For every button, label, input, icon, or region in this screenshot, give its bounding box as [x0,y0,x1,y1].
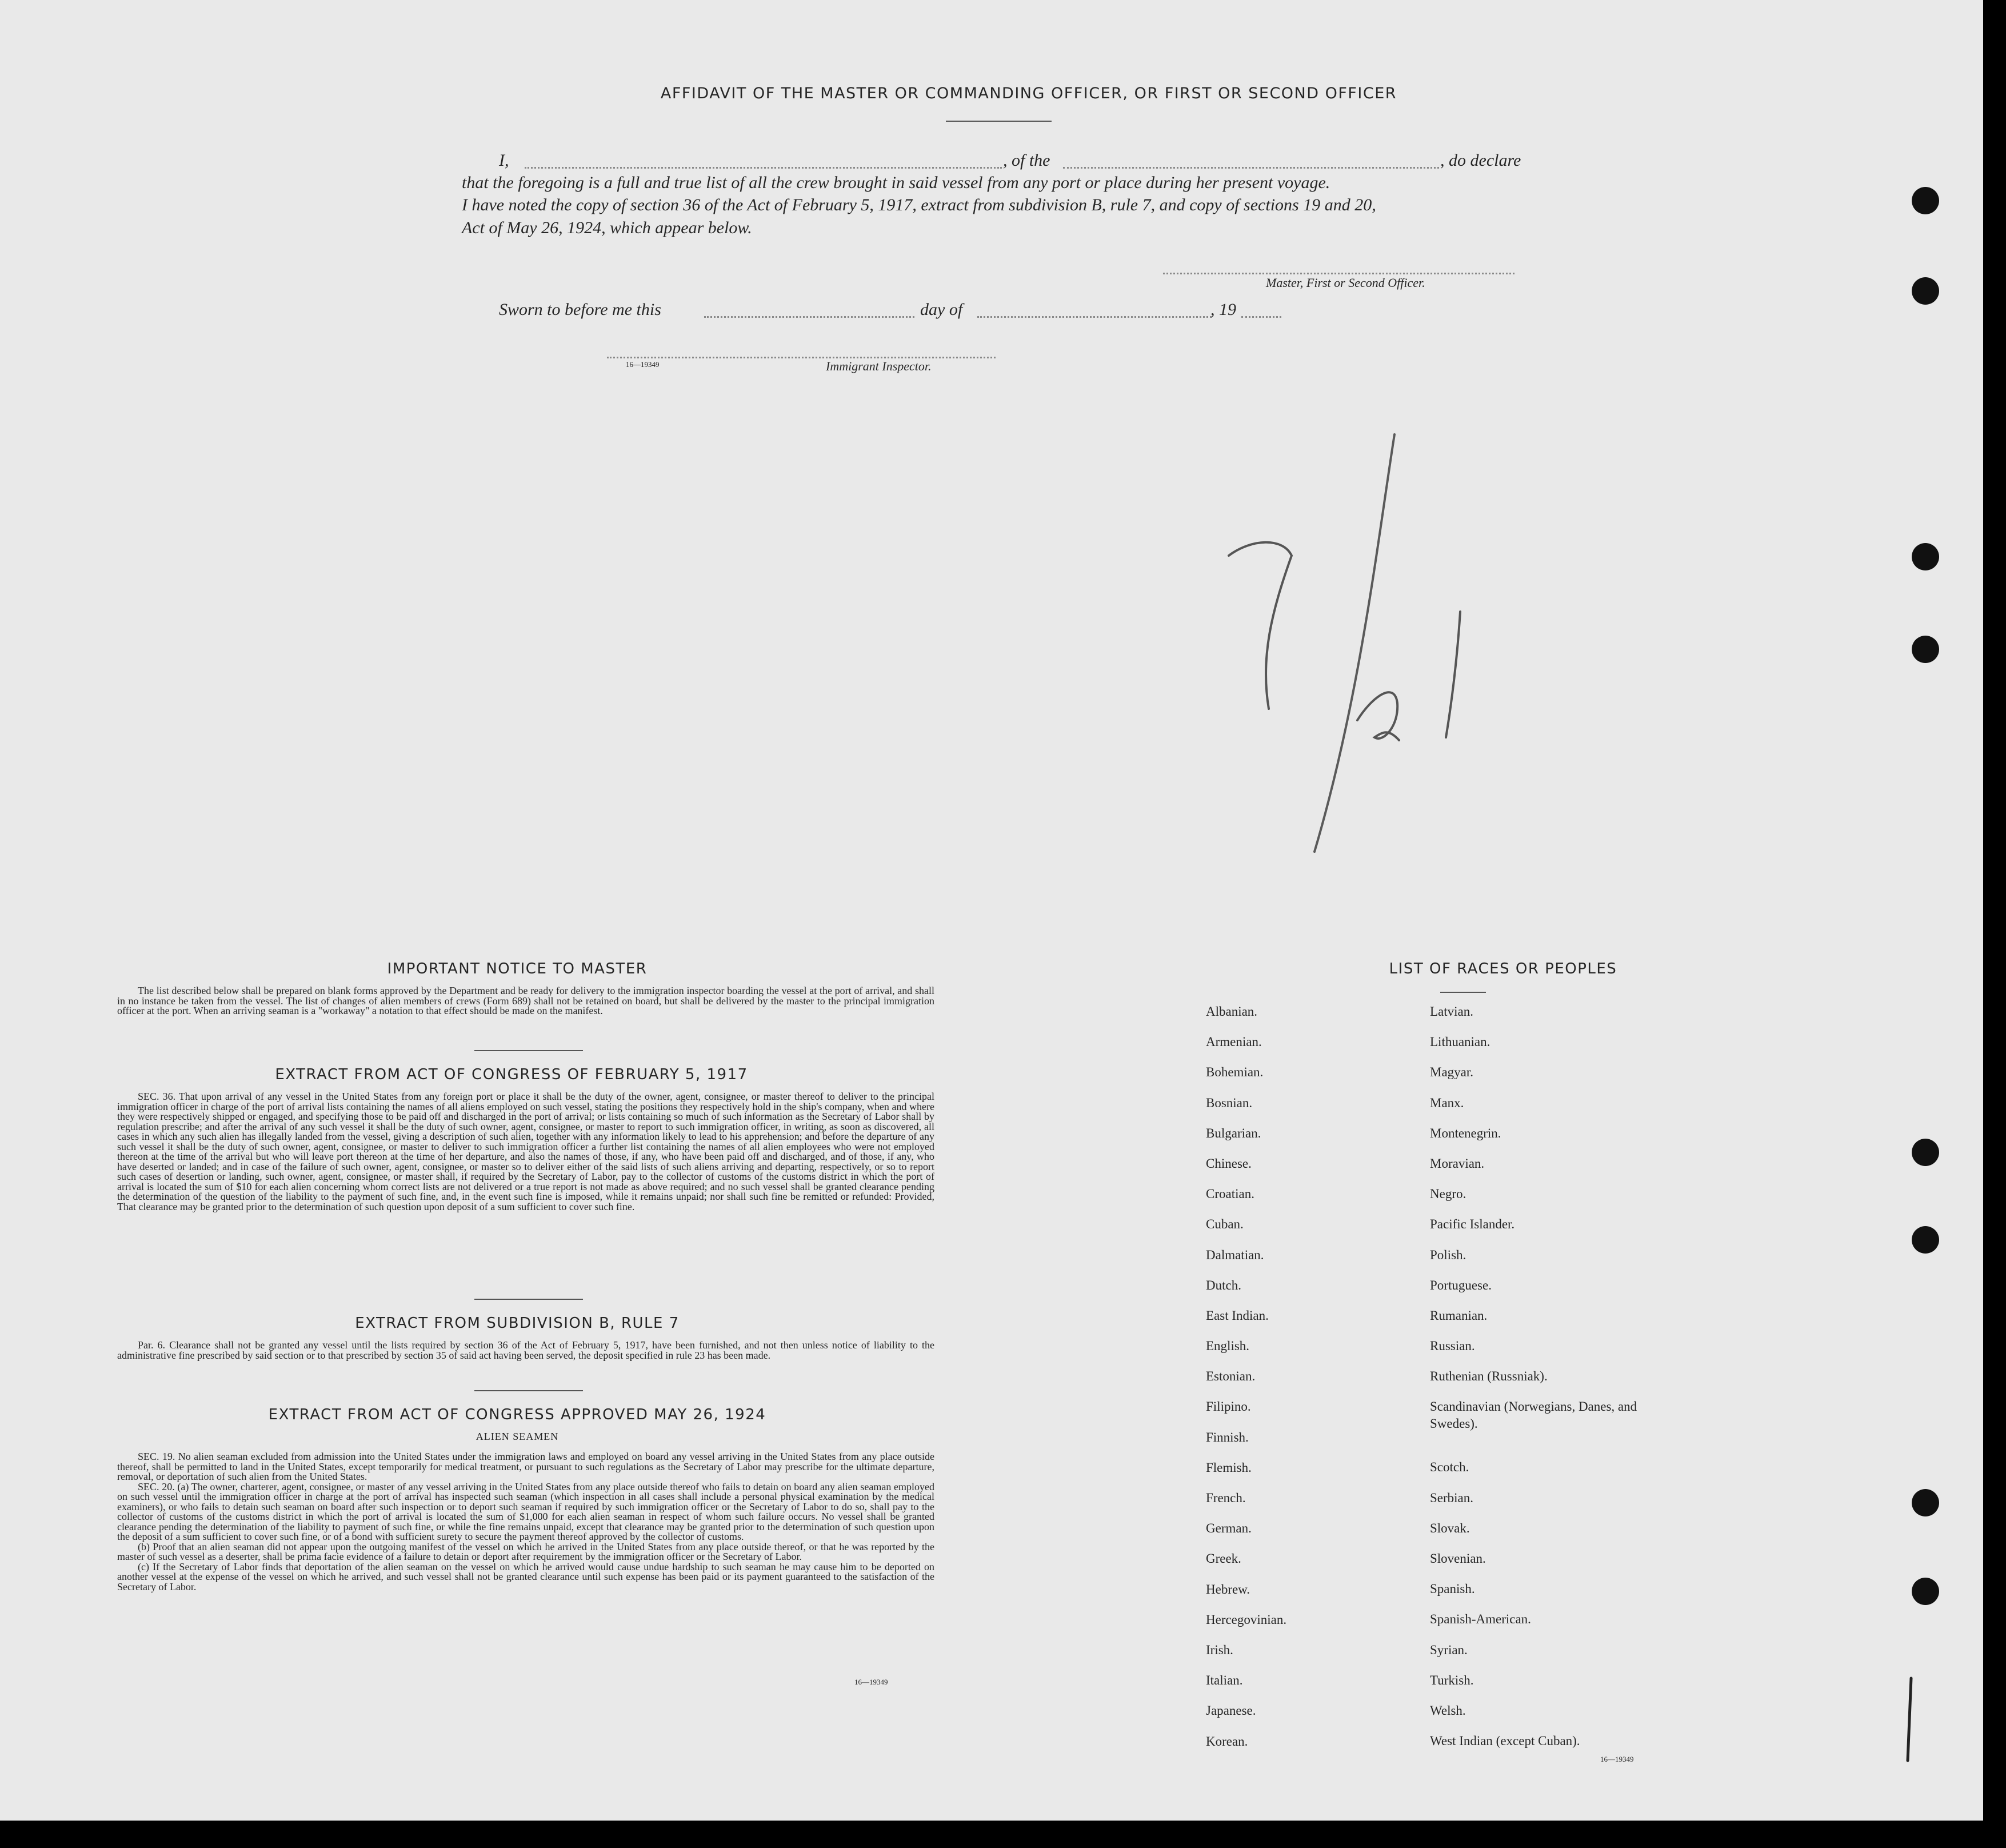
race-item: Albanian. [1206,1004,1258,1019]
race-item: Lithuanian. [1430,1035,1490,1049]
race-item: Negro. [1430,1187,1466,1202]
affidavit-line-3: I have noted the copy of section 36 of the Act of February 5, 1917, extract from subdivision B, rule 7, and copy of sections 19 and 20, [462,195,1376,214]
race-item: Greek. [1206,1551,1241,1566]
race-item: Irish. [1206,1642,1233,1657]
handwritten-margin-mark [1897,1675,1920,1766]
race-item: Polish. [1430,1247,1466,1262]
extract-1917-heading: EXTRACT FROM ACT OF CONGRESS OF FEBRUARY 5, 1917 [275,1066,748,1083]
race-item: Rumanian. [1430,1308,1488,1323]
race-item: Filipino. [1206,1399,1251,1414]
extract-rule7-heading: EXTRACT FROM SUBDIVISION B, RULE 7 [355,1315,680,1332]
race-item: Dalmatian. [1206,1247,1264,1262]
sec-20c-paragraph: (c) If the Secretary of Labor finds that deportation of the alien seaman on the vessel on which he arrived would cause undue hardship to such seaman he may cause him to be deported on another vessel at the expense of the vessel on which he arrived, and such vessel shall not be granted clearance until such expense has been paid or its payment guaranteed to the satisfaction of the Secretary of Labor. [117,1560,934,1592]
race-item: Dutch. [1206,1278,1241,1292]
sec-20b-paragraph: (b) Proof that an alien seaman did not appear upon the outgoing manifest of the vessel on which he arrived in the United States from any place outside thereof, or that he was reported by the master of such vessel as a deserter, shall be prima facie evidence of a failure to detain or deport after requirement by the immigration officer or the Secretary of Labor. [117,1540,934,1562]
handwritten-date-annotation [1217,429,1537,886]
punch-hole [1912,1578,1939,1605]
name-blank-line [525,167,1002,169]
race-item: Scandinavian (Norwegians, Danes, and Swedes). [1430,1399,1637,1431]
race-item: Turkish. [1430,1673,1474,1687]
race-item: Bohemian. [1206,1065,1264,1080]
punch-hole [1912,636,1939,663]
race-item: East Indian. [1206,1308,1269,1323]
race-item: Montenegrin. [1430,1125,1501,1140]
sec-20a-paragraph: SEC. 20. (a) The owner, charterer, agent, consignee, or master of any vessel arriving in the United States from any place outside thereof who fails to detain on board any alien seaman employed on such vessel until the immigration officer in charge at the port of arrival has inspected such seaman (which inspection in all cases shall include a personal physical examination by the medical examiners), or who fails to detain such seaman on board after such inspection or to deport such seaman if required by such immigration officer or the Secretary of Labor to do so, shall pay to the collector of customs of the customs district in which the port of arrival is located the sum of $1,000 for each alien seaman in respect of whom such failure occurs. No vessel shall be granted clearance pending the determination of the liability to payment of such fine, or while the fine remains unpaid, except that clearance may be granted prior to the determination of such question upon the deposit of a sum sufficient to cover such fine, or of a bond with sufficient surety to secure the payment thereof approved by the collector of customs. [117,1480,934,1542]
race-item: Spanish-American. [1430,1612,1531,1627]
races-column-2 [1430,1003,1681,1763]
race-item: Slovenian. [1430,1551,1486,1566]
extract-1924-text [117,1452,934,1592]
race-item: Slovak. [1430,1520,1470,1535]
race-item: Ruthenian (Russniak). [1430,1369,1548,1384]
sworn-text: Sworn to before me this [499,300,661,319]
section-divider-3 [474,1390,583,1391]
master-signature-line [1163,273,1515,274]
race-item: French. [1206,1491,1246,1505]
races-form-number: 16—19349 [1600,1755,1634,1763]
extract-form-number: 16—19349 [854,1678,888,1686]
inspector-signature-caption: Immigrant Inspector. [826,359,932,373]
race-item: Spanish. [1430,1582,1475,1596]
affidavit-line-4: Act of May 26, 1924, which appear below. [462,218,752,237]
par-6-paragraph: Par. 6. Clearance shall not be granted any vessel until the lists required by section 36 of the Act of February 5, 1917, have been furnished, and not then unless notice of liability to the administrative fine prescribed by said section or to that prescribed by section 35 of said act having been served, the deposit specified in rule 23 has been made. [117,1339,934,1361]
race-item: Serbian. [1430,1490,1474,1505]
inspector-signature-line [607,357,996,358]
race-item: Estonian. [1206,1369,1256,1384]
sworn-month-line [977,316,1212,318]
punch-hole [1912,543,1939,570]
race-item: Welsh. [1430,1703,1466,1718]
day-of-text: day of [920,300,963,319]
race-item: Flemish. [1206,1460,1252,1475]
race-item: Portuguese. [1430,1278,1492,1292]
race-item: Russian. [1430,1339,1475,1354]
year-text: , 19 [1210,300,1236,319]
race-item: Japanese. [1206,1703,1256,1718]
punch-hole [1912,1226,1939,1254]
race-item: West Indian (except Cuban). [1430,1734,1580,1749]
affidavit-form-number: 16—19349 [626,360,660,369]
sec-36-paragraph: SEC. 36. That upon arrival of any vessel in the United States from any foreign port or place it shall be the duty of the owner, agent, consignee, or master thereof to deliver to the principal immigration officer in charge of the port of arrival lists containing the names of all aliens employed on such vessel, stating the positions they respectively hold in the ship's company, when and where they were respectively shipped or engaged, and specifying those to be paid off and discharged in the port of arrival; or lists containing so much of such information as the Secretary of Labor shall by regulation prescribe; and after the arrival of any such vessel it shall be the duty of such owner, agent, consignee, or master to report to such immigration officer, in writing, as soon as discovered, all cases in which any such alien has illegally landed from the vessel, giving a description of such alien, together with any information likely to lead to his apprehension; and before the departure of any such vessel it shall be the duty of such owner, agent, consignee, or master to deliver to such immigration officer a further list containing the names of all alien employees who were not employed thereon at the time of the arrival but who will leave port thereon at the time of her departure, and also the names of those, if any, who have been paid off and discharged, and of those, if any, who have deserted or landed; and in case of the failure of such owner, agent, consignee, or master so to deliver either of the said lists of such aliens arriving and departing, respectively, or so to report such cases of desertion or landing, such owner, agent, consignee, or master shall, if required by the Secretary of Labor, pay to the collector of customs of the customs district in which the port of arrival is located the sum of $10 for each alien concerning whom correct lists are not delivered or a true report is not made as above required; and no such vessel shall be granted clearance pending the determination of the question of the liability to the payment of such fine, and, in the event such fine is imposed, while it remains unpaid; nor shall such fine be remitted or refunded: Provided, That clearance may be granted prior to the determination of such question upon deposit of a sum sufficient to cover such fine. [117,1091,934,1212]
race-item: Manx. [1430,1095,1464,1110]
notice-paragraph: The list described below shall be prepared on blank forms approved by the Department and be ready for delivery to the immigration inspector boarding the vessel at the port of arrival, and shall in no instance be taken from the vessel. The list of changes of alien members of crews (Form 689) shall not be retained on board, but shall be delivered by the master to the principal immigration officer at the port. When an arriving seaman is a "workaway" a notation to that effect should be made on the manifest. [117,985,934,1016]
section-divider-1 [474,1050,583,1051]
race-item: Bosnian. [1206,1095,1253,1110]
affidavit-of-the: , of the [1003,151,1050,170]
race-item: Chinese. [1206,1156,1252,1171]
race-item: Armenian. [1206,1035,1262,1049]
extract-1924-heading: EXTRACT FROM ACT OF CONGRESS APPROVED MAY 26, 1924 [268,1406,766,1423]
sworn-day-line [704,316,914,318]
race-item: Cuban. [1206,1217,1244,1232]
extract-rule7-text [117,1340,934,1360]
sec-19-paragraph: SEC. 19. No alien seaman excluded from admission into the United States under the immigration laws and employed on board any vessel arriving in the United States from any place outside thereof, shall be permitted to land in the United States, except temporarily for medical treatment, or pursuant to such regulations as the Secretary of Labor may prescribe for the ultimate departure, removal, or deportation of such alien from the United States. [117,1451,934,1482]
race-item: Hercegovinian. [1206,1612,1287,1627]
race-item: Croatian. [1206,1187,1254,1202]
race-item: Korean. [1206,1734,1248,1749]
master-signature-caption: Master, First or Second Officer. [1266,276,1425,290]
races-column-1 [1206,1003,1286,1763]
races-heading-rule [1440,992,1486,993]
vessel-blank-line [1063,167,1439,169]
title-rule [946,121,1052,122]
race-item: Magyar. [1430,1065,1474,1080]
extract-1917-text [117,1092,934,1212]
race-item: Bulgarian. [1206,1125,1261,1140]
races-heading: LIST OF RACES OR PEOPLES [1389,960,1617,977]
punch-hole [1912,1139,1939,1166]
affidavit-title: AFFIDAVIT OF THE MASTER OR COMMANDING OFFICER, OR FIRST OR SECOND OFFICER [660,85,1397,102]
punch-hole [1912,277,1939,305]
race-item: Scotch. [1430,1460,1469,1475]
affidavit-i: I, [499,151,509,170]
race-item: Italian. [1206,1673,1243,1688]
race-item: Latvian. [1430,1004,1473,1019]
affidavit-line-2: that the foregoing is a full and true list of all the crew brought in said vessel from any port or place during her present voyage. [462,173,1330,192]
race-item: Moravian. [1430,1156,1485,1171]
punch-hole [1912,187,1939,214]
race-item: Finnish. [1206,1430,1249,1444]
section-divider-2 [474,1299,583,1300]
race-item: German. [1206,1521,1252,1536]
alien-seamen-subheading: ALIEN SEAMEN [475,1431,559,1442]
race-item: Syrian. [1430,1642,1468,1657]
race-item: English. [1206,1339,1250,1354]
affidavit-do-declare: , do declare [1440,151,1521,170]
punch-hole [1912,1489,1939,1516]
race-item: Pacific Islander. [1430,1217,1515,1232]
race-item: Hebrew. [1206,1582,1250,1596]
notice-text [117,986,934,1016]
notice-heading: IMPORTANT NOTICE TO MASTER [387,960,648,977]
year-blank-line [1241,316,1281,318]
